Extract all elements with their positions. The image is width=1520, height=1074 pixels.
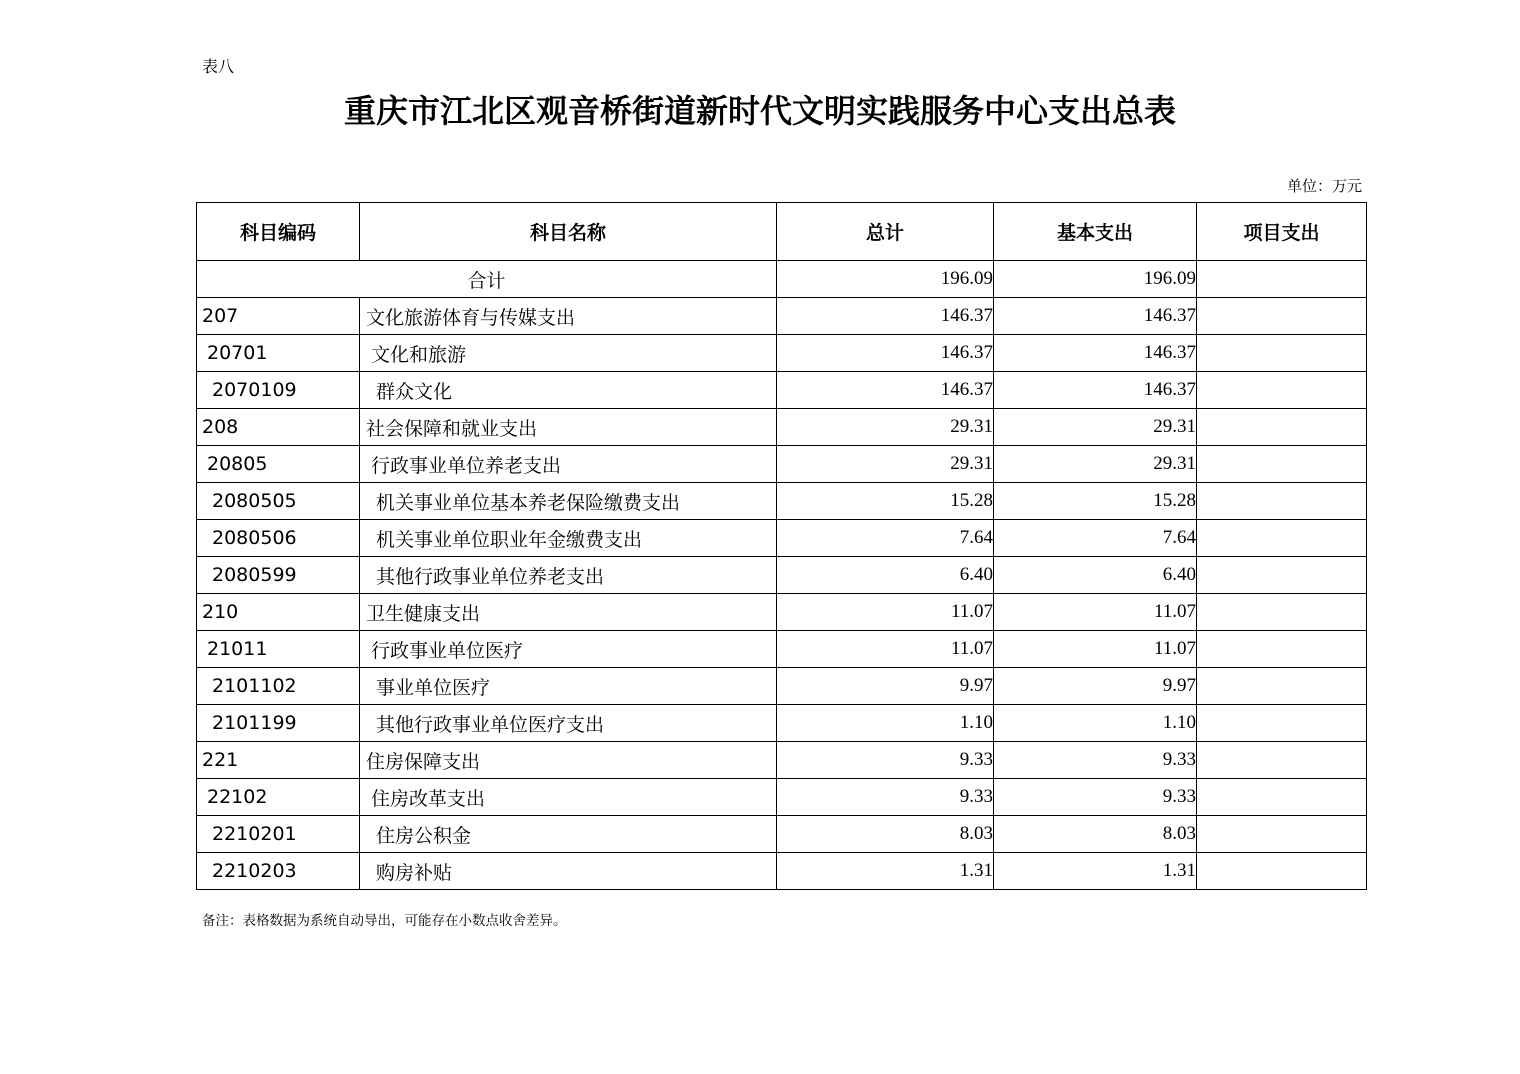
subject-code: 20701 [197, 335, 360, 372]
header-basic: 基本支出 [994, 203, 1197, 261]
project-value [1197, 742, 1367, 779]
subject-code: 2210201 [197, 816, 360, 853]
project-value [1197, 409, 1367, 446]
subject-name: 社会保障和就业支出 [360, 409, 777, 446]
basic-value: 1.31 [994, 853, 1197, 890]
project-value [1197, 335, 1367, 372]
subject-code: 22102 [197, 779, 360, 816]
total-row [197, 261, 1367, 298]
unit-label: 单位：万元 [1286, 177, 1362, 195]
subject-name: 群众文化 [360, 372, 777, 409]
table-row [197, 557, 1367, 594]
table-row [197, 446, 1367, 483]
total-value: 1.31 [777, 853, 994, 890]
table-row [197, 409, 1367, 446]
project-value [1197, 557, 1367, 594]
total-value: 29.31 [777, 409, 994, 446]
total-value: 6.40 [777, 557, 994, 594]
project-value [1197, 594, 1367, 631]
table-row [197, 668, 1367, 705]
subject-code: 21011 [197, 631, 360, 668]
total-value: 1.10 [777, 705, 994, 742]
total-value: 11.07 [777, 631, 994, 668]
basic-value: 7.64 [994, 520, 1197, 557]
table-row [197, 298, 1367, 335]
subject-code: 2070109 [197, 372, 360, 409]
header-project: 项目支出 [1197, 203, 1367, 261]
subject-code: 207 [197, 298, 360, 335]
subject-name: 行政事业单位养老支出 [360, 446, 777, 483]
total-project [1197, 261, 1367, 298]
subject-name: 机关事业单位职业年金缴费支出 [360, 520, 777, 557]
project-value [1197, 298, 1367, 335]
subject-code: 2101199 [197, 705, 360, 742]
project-value [1197, 631, 1367, 668]
table-row [197, 594, 1367, 631]
total-value: 15.28 [777, 483, 994, 520]
subject-name: 住房保障支出 [360, 742, 777, 779]
total-value: 146.37 [777, 372, 994, 409]
total-label: 合计 [197, 261, 777, 298]
subject-name: 卫生健康支出 [360, 594, 777, 631]
table-row [197, 483, 1367, 520]
total-value: 9.33 [777, 742, 994, 779]
table-header-row [197, 203, 1367, 261]
total-value: 7.64 [777, 520, 994, 557]
basic-value: 1.10 [994, 705, 1197, 742]
subject-name: 事业单位医疗 [360, 668, 777, 705]
project-value [1197, 779, 1367, 816]
subject-name: 购房补贴 [360, 853, 777, 890]
project-value [1197, 446, 1367, 483]
subject-code: 2080599 [197, 557, 360, 594]
basic-value: 146.37 [994, 298, 1197, 335]
subject-name: 文化旅游体育与传媒支出 [360, 298, 777, 335]
table-row [197, 372, 1367, 409]
subject-code: 2080505 [197, 483, 360, 520]
total-value: 146.37 [777, 298, 994, 335]
project-value [1197, 668, 1367, 705]
basic-value: 9.33 [994, 779, 1197, 816]
project-value [1197, 705, 1367, 742]
project-value [1197, 853, 1367, 890]
subject-name: 行政事业单位医疗 [360, 631, 777, 668]
basic-value: 11.07 [994, 631, 1197, 668]
basic-value: 29.31 [994, 446, 1197, 483]
page-title: 重庆市江北区观音桥街道新时代文明实践服务中心支出总表 [343, 92, 1176, 130]
subject-code: 221 [197, 742, 360, 779]
subject-name: 其他行政事业单位养老支出 [360, 557, 777, 594]
total-value: 29.31 [777, 446, 994, 483]
table-row [197, 853, 1367, 890]
subject-name: 其他行政事业单位医疗支出 [360, 705, 777, 742]
total-value: 146.37 [777, 335, 994, 372]
project-value [1197, 816, 1367, 853]
table-row [197, 779, 1367, 816]
total-value: 11.07 [777, 594, 994, 631]
header-total: 总计 [777, 203, 994, 261]
subject-name: 住房公积金 [360, 816, 777, 853]
sheet-label: 表八 [202, 57, 235, 76]
header-name: 科目名称 [360, 203, 777, 261]
total-basic: 196.09 [994, 261, 1197, 298]
header-code: 科目编码 [197, 203, 360, 261]
basic-value: 146.37 [994, 372, 1197, 409]
total-sum: 196.09 [777, 261, 994, 298]
table-row [197, 335, 1367, 372]
subject-code: 2210203 [197, 853, 360, 890]
basic-value: 6.40 [994, 557, 1197, 594]
subject-name: 住房改革支出 [360, 779, 777, 816]
subject-code: 2080506 [197, 520, 360, 557]
basic-value: 11.07 [994, 594, 1197, 631]
subject-code: 2101102 [197, 668, 360, 705]
basic-value: 9.33 [994, 742, 1197, 779]
total-value: 8.03 [777, 816, 994, 853]
total-value: 9.97 [777, 668, 994, 705]
project-value [1197, 372, 1367, 409]
expenditure-table [196, 202, 1367, 890]
basic-value: 29.31 [994, 409, 1197, 446]
subject-code: 210 [197, 594, 360, 631]
subject-code: 208 [197, 409, 360, 446]
total-value: 9.33 [777, 779, 994, 816]
footnote: 备注：表格数据为系统自动导出，可能存在小数点收舍差异。 [202, 913, 567, 929]
table-row [197, 705, 1367, 742]
project-value [1197, 483, 1367, 520]
subject-code: 20805 [197, 446, 360, 483]
basic-value: 15.28 [994, 483, 1197, 520]
table-row [197, 520, 1367, 557]
table-row [197, 742, 1367, 779]
project-value [1197, 520, 1367, 557]
basic-value: 8.03 [994, 816, 1197, 853]
subject-name: 文化和旅游 [360, 335, 777, 372]
basic-value: 146.37 [994, 335, 1197, 372]
table-row [197, 816, 1367, 853]
basic-value: 9.97 [994, 668, 1197, 705]
subject-name: 机关事业单位基本养老保险缴费支出 [360, 483, 777, 520]
table-row [197, 631, 1367, 668]
